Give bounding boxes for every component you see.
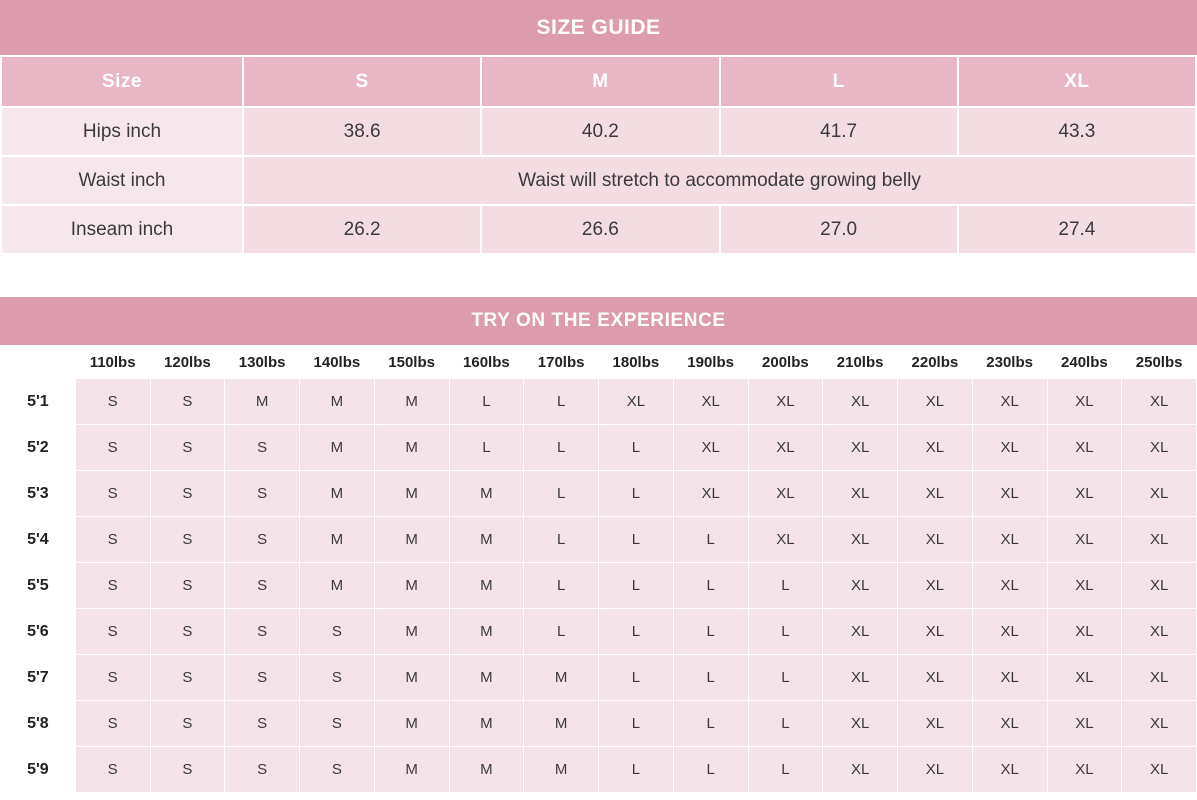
size-guide-header-0: Size <box>2 57 242 106</box>
try-on-row <box>1 517 1196 562</box>
try-on-cell: XL <box>973 471 1047 516</box>
try-on-cell: S <box>76 379 150 424</box>
size-guide-row-label: Inseam inch <box>2 206 242 253</box>
try-on-cell: XL <box>1122 701 1196 746</box>
try-on-cell: XL <box>973 655 1047 700</box>
try-on-cell: XL <box>973 517 1047 562</box>
try-on-cell: M <box>524 655 598 700</box>
try-on-cell: XL <box>823 747 897 792</box>
try-on-cell: XL <box>973 747 1047 792</box>
try-on-cell: M <box>450 701 524 746</box>
try-on-cell: S <box>76 747 150 792</box>
try-on-cell: XL <box>1122 425 1196 470</box>
try-on-cell: L <box>450 379 524 424</box>
try-on-cell: S <box>151 609 225 654</box>
try-on-cell: S <box>300 701 374 746</box>
try-on-cell: XL <box>599 379 673 424</box>
try-on-cell: S <box>300 655 374 700</box>
try-on-cell: XL <box>898 471 972 516</box>
try-on-weight-header: 240lbs <box>1048 346 1122 378</box>
try-on-cell: L <box>599 563 673 608</box>
try-on-cell: S <box>76 701 150 746</box>
try-on-cell: L <box>599 747 673 792</box>
size-guide-title: SIZE GUIDE <box>0 0 1197 55</box>
try-on-cell: XL <box>1048 563 1122 608</box>
try-on-height-header: 5'1 <box>1 379 75 424</box>
try-on-cell: L <box>524 563 598 608</box>
try-on-cell: XL <box>973 563 1047 608</box>
try-on-cell: XL <box>1122 471 1196 516</box>
try-on-cell: XL <box>1048 425 1122 470</box>
size-guide-merged-note: Waist will stretch to accommodate growing belly <box>244 157 1195 204</box>
try-on-cell: L <box>749 563 823 608</box>
try-on-cell: L <box>599 655 673 700</box>
try-on-cell: XL <box>1122 609 1196 654</box>
try-on-cell: L <box>674 517 748 562</box>
try-on-cell: XL <box>1122 563 1196 608</box>
try-on-cell: XL <box>823 609 897 654</box>
try-on-cell: S <box>151 425 225 470</box>
try-on-cell: S <box>151 747 225 792</box>
try-on-cell: XL <box>823 655 897 700</box>
try-on-cell: M <box>450 471 524 516</box>
try-on-cell: L <box>599 517 673 562</box>
try-on-cell: XL <box>1122 379 1196 424</box>
size-guide-row-label: Waist inch <box>2 157 242 204</box>
try-on-cell: XL <box>823 563 897 608</box>
try-on-height-header: 5'7 <box>1 655 75 700</box>
try-on-cell: S <box>151 379 225 424</box>
try-on-weight-header: 110lbs <box>76 346 150 378</box>
try-on-cell: M <box>450 517 524 562</box>
try-on-cell: S <box>76 471 150 516</box>
try-on-cell: S <box>151 655 225 700</box>
try-on-row <box>1 655 1196 700</box>
try-on-cell: M <box>375 609 449 654</box>
try-on-cell: XL <box>1048 517 1122 562</box>
try-on-cell: L <box>674 701 748 746</box>
try-on-weight-header: 190lbs <box>674 346 748 378</box>
try-on-cell: XL <box>823 517 897 562</box>
size-guide-row <box>2 108 1195 155</box>
try-on-cell: S <box>76 517 150 562</box>
try-on-cell: L <box>524 425 598 470</box>
try-on-cell: S <box>225 701 299 746</box>
try-on-cell: XL <box>898 747 972 792</box>
try-on-cell: L <box>674 609 748 654</box>
try-on-title: TRY ON THE EXPERIENCE <box>0 297 1197 345</box>
try-on-cell: M <box>450 747 524 792</box>
try-on-cell: XL <box>823 701 897 746</box>
try-on-row <box>1 609 1196 654</box>
try-on-cell: L <box>674 563 748 608</box>
try-on-cell: M <box>300 379 374 424</box>
try-on-cell: XL <box>898 701 972 746</box>
size-guide-table <box>0 55 1197 255</box>
try-on-cell: S <box>225 747 299 792</box>
try-on-cell: XL <box>674 471 748 516</box>
try-on-weight-header: 150lbs <box>375 346 449 378</box>
try-on-cell: L <box>749 701 823 746</box>
try-on-cell: S <box>151 701 225 746</box>
size-guide-row <box>2 157 1195 204</box>
try-on-cell: XL <box>898 425 972 470</box>
try-on-cell: M <box>450 563 524 608</box>
try-on-height-header: 5'4 <box>1 517 75 562</box>
try-on-cell: S <box>151 563 225 608</box>
try-on-height-header: 5'6 <box>1 609 75 654</box>
try-on-cell: M <box>524 747 598 792</box>
try-on-cell: XL <box>823 425 897 470</box>
size-guide-cell: 26.6 <box>482 206 718 253</box>
try-on-cell: S <box>225 517 299 562</box>
try-on-cell: S <box>76 563 150 608</box>
try-on-cell: XL <box>749 517 823 562</box>
try-on-cell: M <box>300 425 374 470</box>
try-on-cell: S <box>225 563 299 608</box>
size-guide-cell: 27.4 <box>959 206 1195 253</box>
try-on-cell: XL <box>898 655 972 700</box>
try-on-cell: M <box>375 471 449 516</box>
try-on-cell: XL <box>898 517 972 562</box>
try-on-cell: XL <box>1048 379 1122 424</box>
try-on-cell: S <box>76 425 150 470</box>
try-on-row <box>1 563 1196 608</box>
try-on-weight-header: 210lbs <box>823 346 897 378</box>
size-guide-cell: 43.3 <box>959 108 1195 155</box>
try-on-cell: L <box>599 425 673 470</box>
try-on-cell: XL <box>1048 609 1122 654</box>
try-on-cell: XL <box>749 379 823 424</box>
try-on-height-header: 5'9 <box>1 747 75 792</box>
try-on-cell: XL <box>749 471 823 516</box>
size-guide-header-1: S <box>244 57 480 106</box>
try-on-cell: M <box>375 701 449 746</box>
try-on-corner-cell <box>1 346 75 378</box>
size-guide-cell: 26.2 <box>244 206 480 253</box>
try-on-cell: XL <box>674 379 748 424</box>
try-on-weight-header: 230lbs <box>973 346 1047 378</box>
try-on-row <box>1 747 1196 792</box>
try-on-cell: L <box>599 609 673 654</box>
try-on-cell: M <box>450 609 524 654</box>
try-on-cell: M <box>375 655 449 700</box>
try-on-cell: L <box>450 425 524 470</box>
try-on-cell: L <box>524 609 598 654</box>
size-guide-row <box>2 206 1195 253</box>
try-on-cell: M <box>375 425 449 470</box>
try-on-cell: S <box>225 425 299 470</box>
try-on-cell: L <box>599 701 673 746</box>
try-on-cell: XL <box>898 379 972 424</box>
try-on-weight-header: 160lbs <box>450 346 524 378</box>
try-on-cell: S <box>300 747 374 792</box>
try-on-cell: S <box>151 471 225 516</box>
size-guide-cell: 38.6 <box>244 108 480 155</box>
size-guide-header-3: L <box>721 57 957 106</box>
try-on-weight-header: 180lbs <box>599 346 673 378</box>
size-guide-cell: 40.2 <box>482 108 718 155</box>
try-on-row <box>1 425 1196 470</box>
try-on-cell: S <box>225 609 299 654</box>
try-on-cell: M <box>300 563 374 608</box>
try-on-cell: M <box>450 655 524 700</box>
try-on-weight-header: 140lbs <box>300 346 374 378</box>
try-on-cell: XL <box>898 609 972 654</box>
try-on-cell: S <box>300 609 374 654</box>
try-on-section <box>0 297 1197 793</box>
try-on-cell: M <box>225 379 299 424</box>
try-on-cell: XL <box>823 471 897 516</box>
try-on-cell: XL <box>749 425 823 470</box>
try-on-cell: XL <box>1048 655 1122 700</box>
size-guide-header-row <box>2 57 1195 106</box>
try-on-cell: XL <box>973 379 1047 424</box>
try-on-cell: L <box>674 655 748 700</box>
size-guide-header-2: M <box>482 57 718 106</box>
try-on-row <box>1 379 1196 424</box>
try-on-cell: XL <box>973 701 1047 746</box>
try-on-cell: L <box>524 379 598 424</box>
try-on-cell: S <box>76 609 150 654</box>
try-on-cell: XL <box>823 379 897 424</box>
try-on-cell: XL <box>1048 701 1122 746</box>
try-on-height-header: 5'2 <box>1 425 75 470</box>
try-on-cell: S <box>225 471 299 516</box>
try-on-cell: L <box>524 517 598 562</box>
try-on-height-header: 5'5 <box>1 563 75 608</box>
try-on-cell: M <box>375 517 449 562</box>
try-on-cell: M <box>300 517 374 562</box>
try-on-row <box>1 701 1196 746</box>
try-on-cell: L <box>749 747 823 792</box>
try-on-weight-header: 250lbs <box>1122 346 1196 378</box>
size-guide-section <box>0 0 1197 255</box>
try-on-cell: L <box>749 609 823 654</box>
try-on-cell: L <box>749 655 823 700</box>
size-guide-row-label: Hips inch <box>2 108 242 155</box>
try-on-weight-header: 220lbs <box>898 346 972 378</box>
try-on-cell: XL <box>898 563 972 608</box>
try-on-cell: M <box>375 379 449 424</box>
try-on-cell: XL <box>1122 517 1196 562</box>
try-on-table <box>0 345 1197 793</box>
try-on-cell: XL <box>973 425 1047 470</box>
try-on-cell: XL <box>1122 747 1196 792</box>
try-on-weight-header: 130lbs <box>225 346 299 378</box>
try-on-weight-header-row <box>1 346 1196 378</box>
try-on-cell: S <box>76 655 150 700</box>
try-on-height-header: 5'8 <box>1 701 75 746</box>
try-on-cell: M <box>300 471 374 516</box>
try-on-cell: L <box>599 471 673 516</box>
size-guide-header-4: XL <box>959 57 1195 106</box>
try-on-weight-header: 120lbs <box>151 346 225 378</box>
try-on-cell: S <box>225 655 299 700</box>
try-on-cell: L <box>524 471 598 516</box>
try-on-cell: M <box>524 701 598 746</box>
try-on-height-header: 5'3 <box>1 471 75 516</box>
try-on-row <box>1 471 1196 516</box>
try-on-weight-header: 200lbs <box>749 346 823 378</box>
try-on-weight-header: 170lbs <box>524 346 598 378</box>
size-guide-cell: 27.0 <box>721 206 957 253</box>
try-on-cell: XL <box>1048 471 1122 516</box>
size-guide-cell: 41.7 <box>721 108 957 155</box>
try-on-cell: L <box>674 747 748 792</box>
try-on-cell: S <box>151 517 225 562</box>
try-on-cell: XL <box>674 425 748 470</box>
try-on-cell: XL <box>1048 747 1122 792</box>
try-on-cell: XL <box>973 609 1047 654</box>
try-on-cell: M <box>375 747 449 792</box>
try-on-cell: M <box>375 563 449 608</box>
try-on-cell: XL <box>1122 655 1196 700</box>
